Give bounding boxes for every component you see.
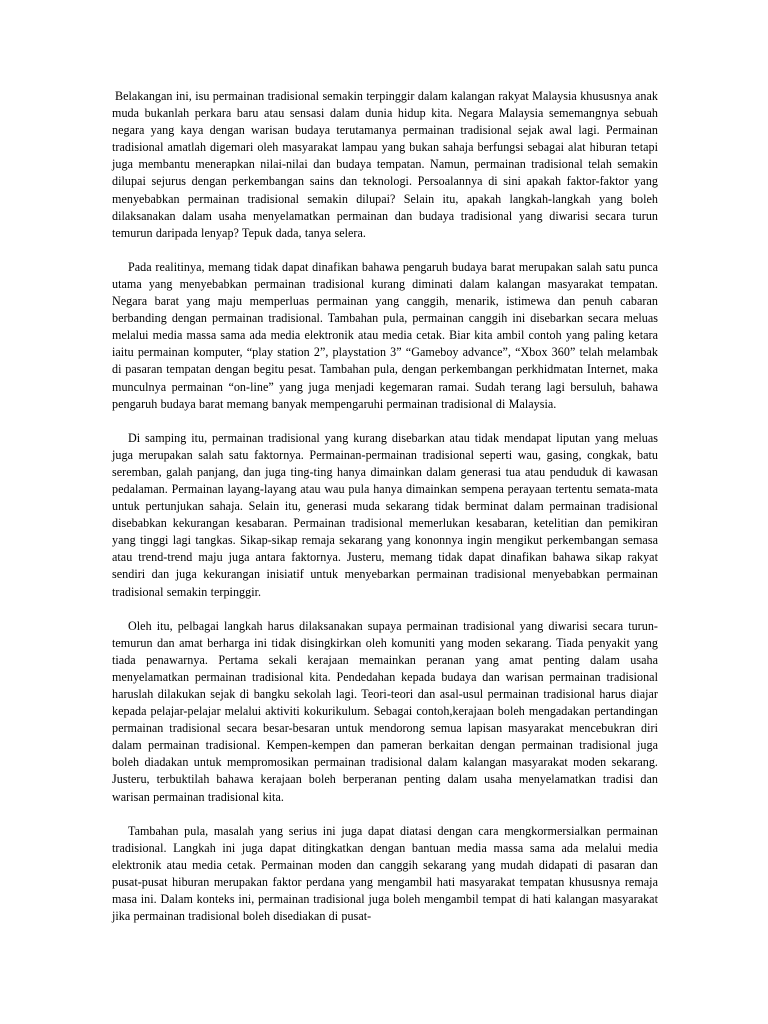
paragraph-1: Belakangan ini, isu permainan tradisional semakin terpinggir dalam kalangan rakyat Malaysia khususnya anak muda bukanlah perkara baru atau sensasi dalam dunia hidup kita. Negara Malaysia sememangnya sebuah negara yang kaya dengan warisan budaya terutamanya permainan tradisional sejak awal lagi. Permainan tradisional amatlah digemari oleh masyarakat lampau yang bukan sahaja berfungsi sebagai alat hiburan tetapi juga membantu menerapkan nilai-nilai dan budaya tempatan. Namun, permainan tradisional telah semakin dilupai sejurus dengan perkembangan sains dan teknologi. Persoalannya di sini apakah faktor-faktor yang menyebabkan permainan tradisional semakin dilupai? Selain itu, apakah langkah-langkah yang boleh dilaksanakan dalam usaha menyelamatkan permainan dan budaya tradisional yang diwarisi secara turun temurun daripada lenyap? Tepuk dada, tanya selera. [112, 89, 658, 240]
paragraph-4: Oleh itu, pelbagai langkah harus dilaksanakan supaya permainan tradisional yang diwarisi secara turun-temurun dan amat berharga ini tidak disingkirkan oleh komuniti yang moden sekarang. Tiada penyakit yang tiada penawarnya. Pertama sekali kerajaan memainkan peranan yang amat penting dalam usaha menyelamatkan permainan tradisional kita. Pendedahan kepada budaya dan warisan permainan tradisional haruslah dilakukan sejak di bangku sekolah lagi. Teori-teori dan asal-usul permainan tradisional harus diajar kepada pelajar-pelajar melalui aktiviti kokurikulum. Sebagai contoh,kerajaan boleh mengadakan pertandingan permainan tradisional secara besar-besaran untuk mendorong semua lapisan masyarakat mencebukran diri dalam permainan tradisional. Kempen-kempen dan pameran berkaitan dengan permainan tradisional juga boleh diadakan untuk mempromosikan permainan tradisional dalam kalangan masyarakat moden sekarang. Justeru, terbuktilah bahawa kerajaan boleh berperanan penting dalam usaha menyelamatkan tradisi dan warisan permainan tradisional kita. [112, 618, 658, 804]
paragraph-3: Di samping itu, permainan tradisional yang kurang disebarkan atau tidak mendapat liputan yang meluas juga merupakan salah satu faktornya. Permainan-permainan tradisional seperti wau, gasing, congkak, batu seremban, galah panjang, dan juga ting-ting hanya dimainkan dalam generasi tua atau penduduk di kawasan pedalaman. Permainan layang-layang atau wau pula hanya dimainkan sempena perayaan tertentu semata-mata untuk pertunjukan sahaja. Selain itu, generasi muda sekarang tidak berminat dalam permainan tradisional disebabkan kekurangan kesabaran. Permainan tradisional memerlukan kesabaran, ketelitian dan pemikiran yang tinggi lagi tangkas. Sikap-sikap remaja sekarang yang kononnya ingin mengikut perkembangan semasa atau trend-trend maju juga antara faktornya. Justeru, memang tidak dapat dinafikan bahawa sikap rakyat sendiri dan juga kekurangan inisiatif untuk menyebarkan permainan tradisional menyebabkan permainan tradisional semakin terpinggir. [112, 430, 658, 599]
paragraph-2: Pada realitinya, memang tidak dapat dinafikan bahawa pengaruh budaya barat merupakan salah satu punca utama yang menyebabkan permainan tradisional kurang diminati dalam kalangan masyarakat tempatan. Negara barat yang maju memperluas permainan yang canggih, menarik, istimewa dan penuh cabaran berbanding dengan permainan tradisional. Tambahan pula, permainan canggih ini disebarkan secara meluas melalui media massa sama ada media elektronik atau media cetak. Biar kita ambil contoh yang paling ketara iaitu permainan komputer, “play station 2”, playstation 3” “Gameboy advance”, “Xbox 360” telah melambak di pasaran tempatan dengan begitu pesat. Tambahan pula, dengan perkembangan perkhidmatan Internet, maka munculnya permainan “on-line” yang juga menjadi kegemaran ramai. Sudah terang lagi bersuluh, bahawa pengaruh budaya barat memang banyak mempengaruhi permainan tradisional di Malaysia. [112, 259, 658, 411]
document-text-body [112, 88, 658, 925]
paragraph-5: Tambahan pula, masalah yang serius ini juga dapat diatasi dengan cara mengkormersialkan permainan tradisional. Langkah ini juga dapat ditingkatkan dengan bantuan media massa sama ada melalui media elektronik atau media cetak. Permainan moden dan canggih sekarang yang mudah didapati di pasaran dan pusat-pusat hiburan merupakan faktor perdana yang mengambil hati masyarakat tempatan khususnya remaja masa ini. Dalam konteks ini, permainan tradisional juga boleh mengambil tempat di hati kalangan masyarakat jika permainan tradisional boleh disediakan di pusat- [112, 823, 658, 924]
